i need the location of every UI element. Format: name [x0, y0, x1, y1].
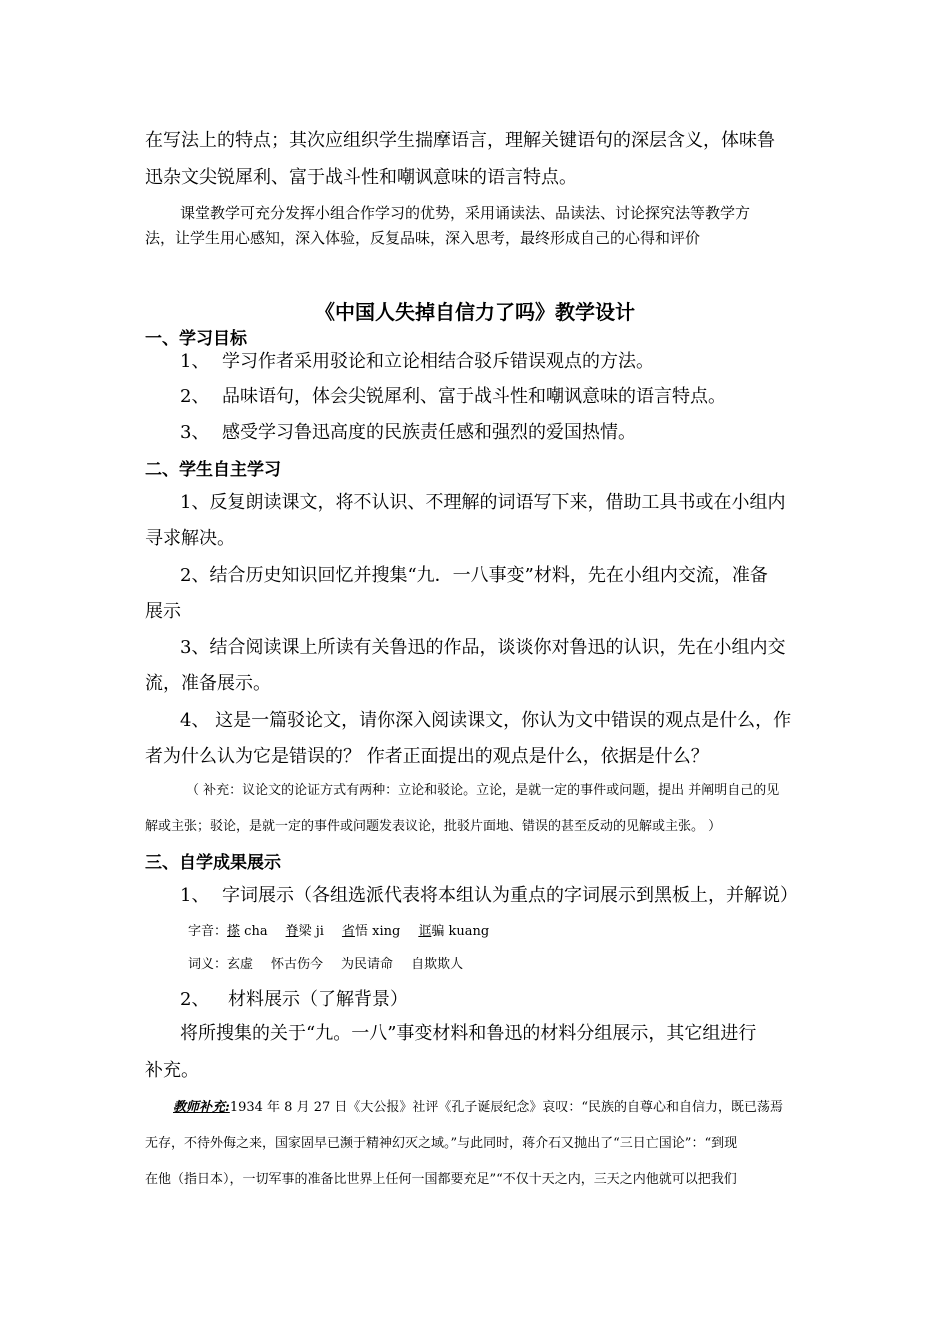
pinyin: ji: [315, 924, 324, 939]
paragraph-line: 者为什么认为它是错误的？ 作者正面提出的观点是什么，依据是什么？: [145, 746, 709, 767]
word-rest: 梁: [298, 924, 312, 939]
vocabulary-word: 玄虚: [227, 957, 254, 972]
paragraph-line: 将所搜集的关于“九。一八”事变材料和鲁迅的材料分组展示，其它组进行: [180, 1023, 757, 1044]
pinyin: xing: [372, 924, 401, 939]
vocabulary-label: 词义：: [188, 957, 228, 972]
note-line: （ 补充：议论文的论证方式有两种：立论和驳论。立论，是就一定的事件或问题，提出 并阐明自己的见: [186, 783, 780, 798]
teacher-note-text: 1934 年 8 月 27 日《大公报》社评《孔子诞辰纪念》哀叹：“民族的自尊心和自信力，既已荡焉: [229, 1100, 784, 1115]
intro-line: 迅杂文尖锐犀利、富于战斗性和嘲讽意味的语言特点。: [145, 167, 577, 188]
vocabulary-word: 自欺欺人: [411, 957, 464, 972]
list-number: 1、: [180, 351, 210, 372]
pronunciation-word: 省: [341, 924, 355, 939]
list-text: 品味语句，体会尖锐犀利、富于战斗性和嘲讽意味的语言特点。: [222, 386, 726, 407]
paragraph-line: 流，准备展示。: [145, 673, 271, 694]
list-item: [180, 881, 798, 907]
vocabulary-line: [188, 953, 463, 972]
paragraph-line: 展示: [145, 601, 181, 622]
pinyin: kuang: [448, 924, 490, 939]
list-text: 学习作者采用驳论和立论相结合驳斥错误观点的方法。: [222, 351, 654, 372]
document-title: 《中国人失掉自信力了吗》教学设计: [315, 300, 635, 324]
paragraph-line: 寻求解决。: [145, 528, 235, 549]
vocabulary-word: 怀古伤今: [271, 957, 324, 972]
paragraph-line: 2、结合历史知识回忆并搜集“九．一八事变”材料，先在小组内交流，准备: [180, 565, 768, 586]
paragraph-line: 4、 这是一篇驳论文，请你深入阅读课文，你认为文中错误的观点是什么，作: [180, 710, 792, 731]
paragraph-line: 3、结合阅读课上所读有关鲁迅的作品，谈谈你对鲁迅的认识，先在小组内交: [180, 637, 786, 658]
list-text: 材料展示（了解背景）: [228, 989, 408, 1010]
list-number: 2、: [180, 386, 210, 407]
paragraph-line: 补充。: [145, 1060, 199, 1081]
note-line: 解或主张；驳论，是就一定的事件或问题发表议论，批驳片面地、错误的甚至反动的见解或主张。 ）: [145, 819, 722, 834]
section-heading: 一、学习目标: [145, 329, 247, 349]
intro-line: 课堂教学可充分发挥小组合作学习的优势，采用诵读法、品读法、讨论探究法等教学方: [180, 204, 751, 222]
pronunciation-label: 字音：: [188, 924, 228, 939]
list-text: 感受学习鲁迅高度的民族责任感和强烈的爱国热情。: [222, 422, 636, 443]
pinyin: cha: [244, 924, 268, 939]
intro-line: 在写法上的特点；其次应组织学生揣摩语言，理解关键语句的深层含义，体味鲁: [145, 130, 775, 151]
list-text: 字词展示（各组选派代表将本组认为重点的字词展示到黑板上，并解说）: [222, 885, 798, 906]
pronunciation-word: 搽: [227, 924, 241, 939]
teacher-note-line: 无存，不待外侮之来，国家固早已濒于精神幻灭之域。”与此同时，蒋介石又抛出了“三日亡国论”：“到现: [145, 1136, 738, 1151]
list-item: [180, 418, 636, 444]
list-item: [180, 382, 726, 408]
list-item: [180, 985, 408, 1011]
intro-line: 法，让学生用心感知，深入体验，反复品味，深入思考，最终形成自己的心得和评价: [145, 229, 701, 247]
section-heading: 二、学生自主学习: [145, 460, 281, 480]
list-number: 2、: [180, 989, 210, 1010]
paragraph-line: 1、反复朗读课文，将不认识、不理解的词语写下来，借助工具书或在小组内: [180, 492, 786, 513]
teacher-note-line: [173, 1096, 783, 1115]
pronunciation-word: 诓: [418, 924, 432, 939]
teacher-note-line: 在他（指日本），一切军事的准备比世界上任何一国都要充足”“不仅十天之内，三天之内他就可以把我们: [145, 1172, 737, 1187]
word-rest: 悟: [354, 924, 368, 939]
vocabulary-word: 为民请命: [341, 957, 394, 972]
list-item: [180, 347, 654, 373]
word-rest: 骗: [431, 924, 445, 939]
pronunciation-word: 脊: [285, 924, 299, 939]
section-heading: 三、自学成果展示: [145, 853, 281, 873]
pronunciation-line: [188, 920, 489, 939]
list-number: 3、: [180, 422, 210, 443]
teacher-note-label: 教师补充:: [173, 1100, 230, 1115]
list-number: 1、: [180, 885, 210, 906]
